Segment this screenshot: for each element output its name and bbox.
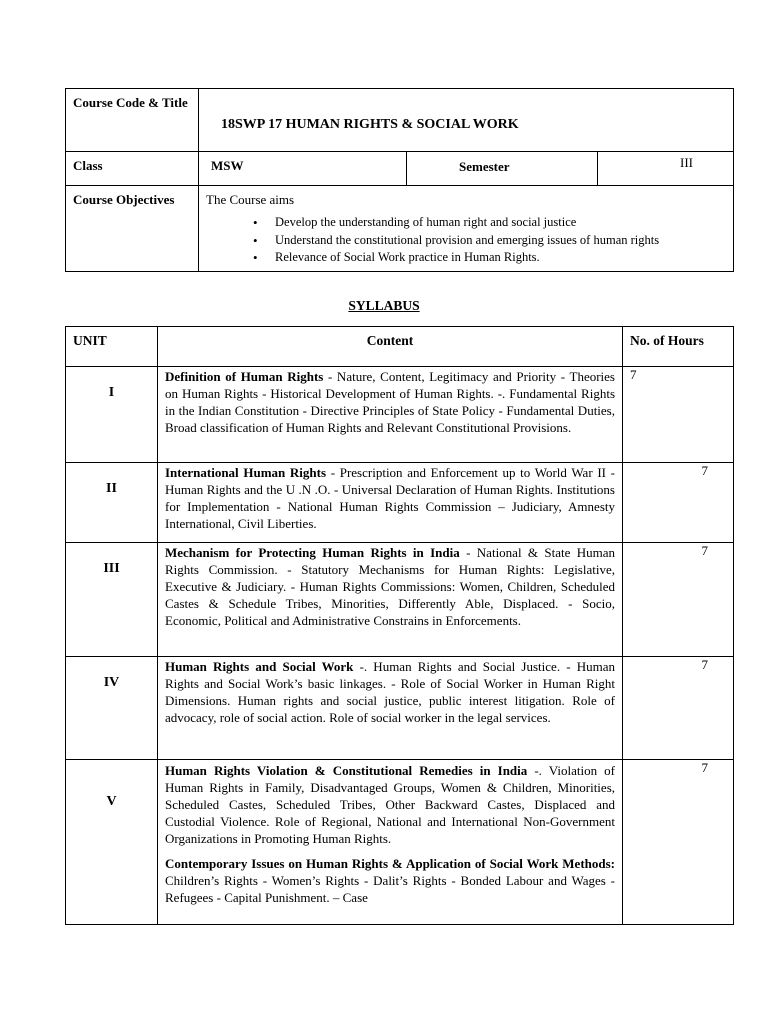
unit-body: - Prescription and Enforcement up to World War II - Human Rights and the U .N .O. - Universal Declaration of Human Rights. Institutions for Implementation - National Human Rights Commission – Judiciary, Amnesty International, Civil Liberties. — [165, 465, 615, 531]
course-info-table — [65, 88, 734, 272]
semester-label: Semester — [407, 152, 598, 186]
table-row — [66, 657, 734, 760]
unit-content — [158, 760, 623, 925]
unit-hours: 7 — [623, 760, 734, 925]
unit-body: - Nature, Content, Legitimacy and Priority - Theories on Human Rights - Historical Development of Human Rights. -. Fundamental Rights in the Indian Constitution - Directive Principles of State Policy - Fundamental Duties, Broad classification of Human Rights and Relevant Constitutional Provisions. — [165, 369, 615, 435]
unit-content — [158, 543, 623, 657]
unit-title: Contemporary Issues on Human Rights & Application of Social Work Methods: — [165, 856, 615, 871]
unit-hours: 7 — [623, 463, 734, 543]
syllabus-table — [65, 326, 734, 925]
objective-item: • Understand the constitutional provision and emerging issues of human rights — [206, 232, 726, 250]
unit-hours: 7 — [623, 367, 734, 463]
unit-content — [158, 463, 623, 543]
objectives-label: Course Objectives — [66, 186, 199, 272]
unit-number: I — [66, 367, 158, 463]
class-row — [66, 152, 734, 186]
unit-column-header: UNIT — [66, 327, 158, 367]
class-label: Class — [66, 152, 199, 186]
unit-body: Children’s Rights - Women’s Rights - Dalit’s Rights - Bonded Labour and Wages - Refugees - Capital Punishment. – Case — [165, 873, 615, 905]
unit-hours: 7 — [623, 657, 734, 760]
unit-content — [158, 367, 623, 463]
unit-body: -. Human Rights and Social Justice. - Human Rights and Social Work’s basic linkages. - Role of Social Worker in Human Right Dimensions. Human rights and social justice, public interest litigation. Role of advocacy, role of social action. Role of social worker in the legal services. — [165, 659, 615, 725]
unit-number: IV — [66, 657, 158, 760]
unit-title: Human Rights and Social Work — [165, 659, 354, 674]
syllabus-heading — [0, 298, 768, 314]
objective-item: • Develop the understanding of human right and social justice — [206, 214, 726, 232]
unit-title: Human Rights Violation & Constitutional Remedies in India — [165, 763, 528, 778]
unit-content — [158, 657, 623, 760]
unit-paragraph — [165, 762, 615, 847]
course-code-title: 18SWP 17 HUMAN RIGHTS & SOCIAL WORK — [199, 89, 734, 152]
syllabus-heading-text: SYLLABUS — [348, 298, 420, 313]
objectives-lead: The Course aims — [206, 192, 295, 207]
unit-number: V — [66, 760, 158, 925]
table-row — [66, 367, 734, 463]
unit-title: International Human Rights — [165, 465, 327, 480]
hours-column-header: No. of Hours — [623, 327, 734, 367]
unit-title: Mechanism for Protecting Human Rights in India — [165, 545, 460, 560]
unit-hours: 7 — [623, 543, 734, 657]
table-row — [66, 760, 734, 925]
syllabus-header-row — [66, 327, 734, 367]
unit-paragraph — [165, 855, 615, 906]
unit-body: -. Violation of Human Rights in Family, Disadvantaged Groups, Women & Children, Minorities, Scheduled Castes, Scheduled Tribes, Other Backward Castes, Displaced and Custodial Violence. Role of Regional, National and International Non-Government Organizations in Promoting Human Rights. — [165, 763, 615, 846]
objective-item: • Relevance of Social Work practice in Human Rights. — [206, 249, 726, 267]
table-row — [66, 463, 734, 543]
objectives-cell — [199, 186, 734, 272]
objectives-list — [206, 214, 726, 267]
semester-value: III — [598, 152, 734, 186]
unit-number: III — [66, 543, 158, 657]
unit-number: II — [66, 463, 158, 543]
objectives-row — [66, 186, 734, 272]
unit-title: Definition of Human Rights — [165, 369, 324, 384]
course-code-row — [66, 89, 734, 152]
course-code-label: Course Code & Title — [66, 89, 199, 152]
table-row — [66, 543, 734, 657]
content-column-header: Content — [158, 327, 623, 367]
unit-body: - National & State Human Rights Commission. - Statutory Mechanisms for Human Rights: Legislative, Executive & Judiciary. - Human Rights Commissions: Women, Children, Scheduled Castes & Schedule Tribes, Minorities, Differently Able, Displaced. - Socio, Economic, Political and Administrative Constrains in Enforcements. — [165, 545, 615, 628]
class-value: MSW — [199, 152, 407, 186]
